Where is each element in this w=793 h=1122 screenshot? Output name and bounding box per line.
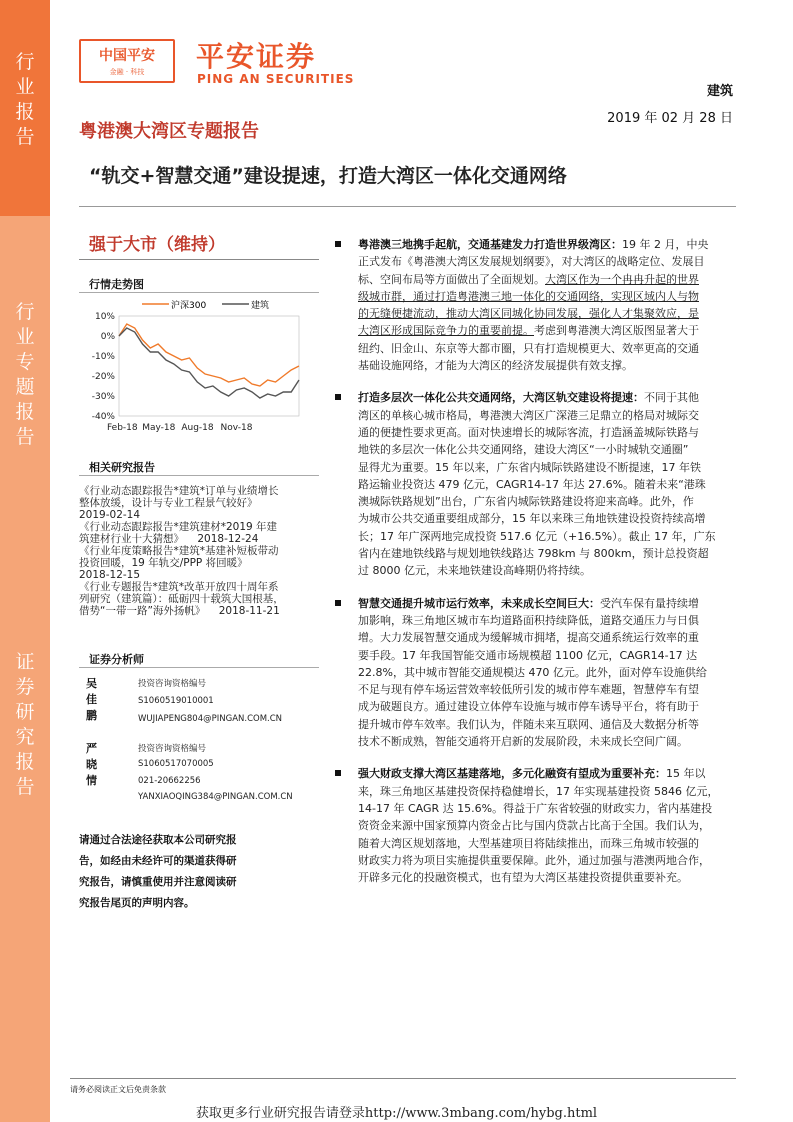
paragraph-heading: 智慧交通提升城市运行效率，未来成长空间巨大： — [358, 596, 600, 610]
side-label-mid — [0, 300, 50, 450]
side-char: 券 — [15, 676, 35, 698]
side-char: 研 — [15, 701, 35, 723]
ping-an-logo — [79, 39, 175, 83]
side-char: 业 — [15, 326, 35, 348]
analyst-email: YANXIAOQING384@PINGAN.COM.CN — [138, 792, 293, 802]
x-tick-label: Nov-18 — [220, 423, 253, 433]
paragraph-line: 湾区的单核心城市格局，粤港澳大湾区广深港三足鼎立的格局对城际交 — [358, 408, 699, 422]
side-bar — [0, 0, 50, 1122]
legend-label-hs300: 沪深300 — [171, 301, 207, 311]
footer-note: 请务必阅读正文后免责条款 — [70, 1085, 166, 1094]
analyst-cert: S1060519010001 — [138, 696, 214, 706]
paragraph-line: 加影响，珠三角地区城市车均道路面积持续降低，道路交通压力与日俱 — [358, 613, 699, 627]
paragraph-line: 成为破题良方。通过建设立体停车设施与城市停车诱导平台，将有助于 — [358, 700, 699, 714]
chart-section-label: 行情走势图 — [89, 278, 144, 291]
brand-name-cn: 平安证券 — [196, 40, 317, 73]
paragraph-heading: 粤港澳三地携手起航，交通基建发力打造世界级湾区： — [358, 238, 622, 251]
report-title: “轨交+智慧交通”建设提速，打造大湾区一体化交通网络 — [89, 165, 567, 187]
watermark-link[interactable]: 获取更多行业研究报告请登录http://www.3mbang.com/hybg.html — [195, 1106, 598, 1121]
chart-plot-frame — [119, 316, 299, 416]
underlined-text: 大湾区作为一个冉冉升起的世界 — [545, 272, 699, 286]
report-line: 筑建材行业十大猜想》 2018-12-24 — [79, 533, 259, 545]
analyst-name: 吴佳鹏 — [86, 677, 97, 722]
report-line: 借势“一带一路”海外扬帆》 2018-11-21 — [79, 605, 280, 617]
paragraph-line: 资资金来源中国家预算内资金占比与国内贷款占比高于全国。我们认为， — [358, 819, 710, 833]
bullet-paragraph-4 — [335, 765, 738, 886]
disclaimer-line: 究报告尾页的声明内容。 — [79, 897, 195, 909]
underlined-line: 大湾区形成国际竞争力的重要前提。 — [358, 324, 534, 338]
analyst-name: 严晓情 — [86, 742, 97, 787]
paragraph-line: 增。大力发展智慧交通成为缓解城市拥堵，提高交通系统运行效率的重 — [358, 631, 699, 645]
analyst-email: WUJIAPENG804@PINGAN.COM.CN — [138, 714, 283, 724]
analyst-cert-label: 投资咨询资格编号 — [138, 679, 207, 689]
paragraph-text: 考虑到粤港澳大湾区版图显著大于 — [534, 324, 699, 338]
paragraph-line: 14-17 年 CAGR 达 15.6%。得益于广东省较强的财政实力，省内基建投 — [358, 801, 713, 815]
paragraph-line: 显得尤为重要。15 年以来，广东省内城际铁路建设不断提速，17 年铁 — [358, 460, 701, 474]
industry-label: 建筑 — [706, 84, 733, 99]
brand-name-en: PING AN SECURITIES — [197, 72, 355, 86]
related-reports-list — [79, 485, 319, 617]
paragraph-line: 要手段。17 年我国智能交通市场规模超 1100 亿元，CAGR14-17 达 — [358, 648, 698, 662]
series-line-hs300 — [119, 324, 299, 386]
analyst-divider — [79, 667, 319, 668]
disclaimer-text — [79, 830, 304, 914]
bullet-square-icon — [335, 241, 341, 247]
bullet-paragraph-1 — [335, 236, 738, 374]
related-divider — [79, 475, 319, 476]
paragraph-line: 通的便捷性要求更高。面对快速增长的城际客流，打造涵盖城际铁路与 — [358, 425, 699, 439]
side-char: 行 — [15, 301, 35, 323]
report-line: 投资回暖，19 年轨交/PPP 将回暖》 — [79, 557, 248, 569]
paragraph-line: 来，珠三角地区基建投资保持稳健增长，17 年实现基建投资 5846 亿元， — [358, 784, 719, 798]
paragraph-line: 路运输业投资达 479 亿元，CAGR14-17 年达 27.6%。随着未来“港珠 — [358, 477, 706, 491]
x-tick-label: Feb-18 — [107, 423, 138, 433]
underlined-line: 的无缝便捷流动，推动大湾区同城化协同发展，强化人才集聚效应，是 — [358, 307, 699, 321]
paragraph-line: 地铁的多层次一体化公共交通网络，建设大湾区“一小时城轨交通圈” — [358, 443, 689, 457]
side-char: 专 — [15, 351, 35, 373]
paragraph-heading: 打造多层次一体化公共交通网络，大湾区轨交建设将提速： — [358, 391, 644, 405]
paragraph-line: 提升城市停车效率。我们认为，伴随未来互联网、通信及大数据分析等 — [358, 717, 699, 731]
report-line: 《行业专题报告*建筑*改革开放四十周年系 — [79, 581, 279, 593]
y-tick-label: -40% — [91, 412, 115, 422]
paragraph-line: 长；17 年广深两地完成投资 517.6 亿元（+16.5%）。截止 17 年，广东 — [358, 529, 716, 543]
paragraph-text: 19 年 2 月，中央 — [622, 238, 709, 251]
rating-divider — [79, 259, 319, 260]
related-reports-label: 相关研究报告 — [89, 461, 155, 474]
logo-subtext: 金融 · 科技 — [109, 68, 145, 76]
paragraph-line: 过 8000 亿元，未来地铁建设高峰期仍将持续。 — [358, 564, 591, 578]
side-char: 题 — [15, 376, 35, 398]
x-tick-label: May-18 — [142, 423, 176, 433]
paragraph-line: 澳城际铁路规划”出台，广东省内城际铁路建设将迎来高峰。此外，作 — [358, 495, 694, 509]
bullet-paragraph-2 — [335, 389, 738, 579]
analyst-cert-label: 投资咨询资格编号 — [138, 744, 207, 754]
paragraph-line: 22.8%，其中城市智能交通规模达 470 亿元。此外，面对停车设施供给 — [358, 665, 707, 679]
side-char: 告 — [15, 426, 35, 448]
bullet-square-icon — [335, 394, 341, 400]
disclaimer-line: 请通过合法途径获取本公司研究报 — [79, 834, 237, 846]
side-label-top — [0, 50, 50, 150]
report-line: 2018-12-15 — [79, 569, 141, 581]
report-line: 《行业动态跟踪报告*建筑建材*2019 年建 — [79, 521, 278, 533]
side-bar-mid — [0, 216, 50, 1122]
bullet-square-icon — [335, 600, 341, 606]
y-tick-label: 10% — [94, 312, 115, 322]
y-tick-label: -20% — [91, 372, 115, 382]
side-char: 证 — [15, 651, 35, 673]
side-char: 告 — [15, 126, 35, 148]
paragraph-line: 财政实力将为项目实施提供重要保障。此外，通过加强与港澳两地合作， — [358, 853, 710, 867]
side-char: 业 — [15, 76, 35, 98]
y-tick-label: -30% — [91, 392, 115, 402]
paragraph-line: 标、空间布局等方面做出了全面规划。 — [358, 272, 545, 286]
legend-label-construction: 建筑 — [251, 301, 270, 311]
paragraph-line: 为城市公共交通重要组成部分，15 年以来珠三角地铁建设投资持续高增 — [358, 512, 706, 526]
paragraph-heading: 强大财政支撑大湾区基建落地，多元化融资有望成为重要补充： — [358, 767, 666, 781]
report-subtitle: 粤港澳大湾区专题报告 — [79, 121, 259, 142]
side-label-bottom — [0, 650, 50, 800]
analyst-cert: S1060517070005 — [138, 759, 214, 769]
chart-divider — [79, 292, 319, 293]
report-body — [335, 236, 738, 901]
report-line: 整体放缓，设计与专业工程景气较好》 — [79, 497, 258, 509]
disclaimer-line: 告，如经由未经许可的渠道获得研 — [79, 855, 237, 867]
side-bar-top — [0, 0, 50, 216]
paragraph-line: 纽约、旧金山、东京等大都市圈，只有打造规模更大、效率更高的交通 — [358, 341, 699, 355]
side-char: 行 — [15, 51, 35, 73]
report-line: 列研究（建筑篇）：砥砺四十载筑大国根基， — [79, 593, 284, 605]
y-tick-label: 0% — [100, 332, 115, 342]
analyst-section-label: 证券分析师 — [89, 653, 144, 666]
analyst-phone: 021-20662256 — [138, 776, 201, 786]
paragraph-line: 技术不断成熟，智能交通将开启新的发展阶段，未来成长空间广阔。 — [358, 735, 688, 749]
paragraph-text: 15 年以 — [666, 767, 706, 781]
paragraph-line: 基础设施网络，才能为大湾区的经济发展提供有效支撑。 — [358, 359, 633, 373]
series-line-construction — [119, 328, 299, 398]
x-tick-label: Aug-18 — [181, 423, 214, 433]
side-char: 报 — [15, 751, 35, 773]
paragraph-line: 开辟多元化的投融资模式，也有望为大湾区基建投资提供重要补充。 — [358, 871, 688, 885]
underlined-line: 级城市群，通过打造粤港澳三地一体化的交通网络，实现区域内人与物 — [358, 289, 699, 303]
report-line: 《行业动态跟踪报告*建筑*订单与业绩增长 — [79, 485, 279, 497]
report-line: 《行业年度策略报告*建筑*基建补短板带动 — [79, 545, 279, 557]
side-char: 究 — [15, 726, 35, 748]
paragraph-line: 正式发布《粤港澳大湾区发展规划纲要》，对大湾区的战略定位、发展目 — [358, 255, 705, 269]
report-line: 2019-02-14 — [79, 509, 141, 521]
market-trend-chart — [79, 294, 319, 440]
side-char: 报 — [15, 401, 35, 423]
paragraph-line: 省内在建地铁线路与规划地铁线路达 798km 与 800km，预计总投资超 — [358, 547, 709, 561]
footer-divider — [70, 1078, 736, 1079]
bullet-paragraph-3 — [335, 595, 738, 751]
paragraph-line: 不足与现有停车场运营效率较低所引发的城市停车难题，智慧停车有望 — [358, 683, 699, 697]
disclaimer-line: 究报告，请慎重使用并注意阅读研 — [79, 876, 237, 888]
rating-label: 强于大市（维持） — [89, 235, 225, 255]
side-char: 报 — [15, 101, 35, 123]
report-date: 2019 年 02 月 28 日 — [607, 111, 733, 126]
paragraph-line: 随着大湾区规划落地，大型基建项目将陆续推出，而珠三角城市较强的 — [358, 836, 699, 850]
bullet-square-icon — [335, 770, 341, 776]
side-char: 告 — [15, 776, 35, 798]
paragraph-text: 受汽车保有量持续增 — [600, 596, 699, 610]
header-divider — [79, 206, 736, 207]
y-tick-label: -10% — [91, 352, 115, 362]
logo-text: 中国平安 — [99, 48, 155, 64]
paragraph-text: 不同于其他 — [644, 391, 699, 405]
